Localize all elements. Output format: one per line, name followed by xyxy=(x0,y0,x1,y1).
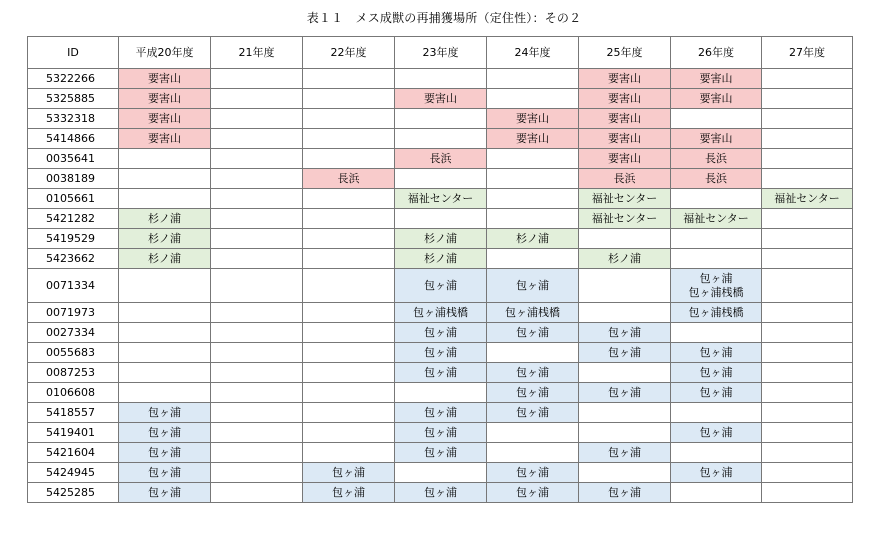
location-cell xyxy=(487,483,579,503)
location-cell xyxy=(762,69,853,89)
location-cell xyxy=(303,303,395,323)
location-cell xyxy=(487,363,579,383)
location-cell xyxy=(119,323,211,343)
location-cell xyxy=(671,483,762,503)
location-cell xyxy=(119,269,211,303)
location-cell xyxy=(579,403,671,423)
location-cell xyxy=(211,149,303,169)
location-cell xyxy=(487,209,579,229)
location-cell xyxy=(487,323,579,343)
location-cell xyxy=(671,383,762,403)
id-cell: 0038189 xyxy=(28,169,119,189)
location-cell xyxy=(762,343,853,363)
location-cell xyxy=(395,109,487,129)
location-cell xyxy=(579,323,671,343)
location-label: 包ヶ浦 xyxy=(699,425,733,439)
location-cell xyxy=(487,89,579,109)
location-cell xyxy=(762,363,853,383)
location-label: 包ヶ浦 xyxy=(699,385,733,399)
id-cell: 5425285 xyxy=(28,483,119,503)
id-cell: 5325885 xyxy=(28,89,119,109)
id-cell: 5419529 xyxy=(28,229,119,249)
location-cell xyxy=(119,343,211,363)
table-row xyxy=(28,149,853,169)
location-label: 福祉センター xyxy=(591,211,658,225)
header-cell: 21年度 xyxy=(211,37,303,69)
location-cell xyxy=(762,169,853,189)
table-row xyxy=(28,89,853,109)
location-cell xyxy=(119,443,211,463)
id-cell: 0027334 xyxy=(28,323,119,343)
location-cell xyxy=(303,403,395,423)
location-cell xyxy=(579,269,671,303)
location-cell xyxy=(487,403,579,423)
location-label: 福祉センター xyxy=(591,191,658,205)
location-label: 長浜 xyxy=(705,151,727,165)
location-label: 包ヶ浦 xyxy=(699,365,733,379)
id-cell: 5423662 xyxy=(28,249,119,269)
location-cell xyxy=(211,129,303,149)
location-label: 包ヶ浦 xyxy=(516,365,549,379)
location-cell xyxy=(762,323,853,343)
location-cell xyxy=(395,189,487,209)
location-cell xyxy=(579,483,671,503)
table-body xyxy=(28,69,853,503)
location-label: 杉ノ浦 xyxy=(424,251,457,265)
location-cell xyxy=(762,89,853,109)
location-cell xyxy=(303,149,395,169)
table-row xyxy=(28,343,853,363)
location-cell xyxy=(211,169,303,189)
location-cell xyxy=(303,423,395,443)
location-cell xyxy=(487,343,579,363)
id-cell: 0035641 xyxy=(28,149,119,169)
id-cell: 5419401 xyxy=(28,423,119,443)
location-cell xyxy=(119,109,211,129)
location-cell xyxy=(671,423,762,443)
location-label: 要害山 xyxy=(699,91,733,105)
location-cell xyxy=(487,249,579,269)
location-label: 包ヶ浦桟橋 xyxy=(688,305,744,319)
location-cell xyxy=(487,229,579,249)
table-row xyxy=(28,303,853,323)
location-cell xyxy=(671,323,762,343)
location-label: 包ヶ浦 xyxy=(332,465,365,479)
location-cell xyxy=(671,443,762,463)
location-cell xyxy=(395,209,487,229)
table-row xyxy=(28,129,853,149)
location-label: 包ヶ浦 xyxy=(148,425,181,439)
location-cell xyxy=(303,69,395,89)
location-label: 包ヶ浦 xyxy=(608,485,641,499)
location-cell xyxy=(395,463,487,483)
location-label: 杉ノ浦 xyxy=(516,231,549,245)
location-cell xyxy=(671,403,762,423)
location-cell xyxy=(487,189,579,209)
location-label: 包ヶ浦 xyxy=(424,325,457,339)
header-cell: 25年度 xyxy=(579,37,671,69)
id-cell: 5332318 xyxy=(28,109,119,129)
location-cell xyxy=(487,129,579,149)
location-label: 要害山 xyxy=(516,111,549,125)
location-cell xyxy=(211,229,303,249)
location-label: 包ヶ浦 xyxy=(608,345,641,359)
location-cell xyxy=(395,403,487,423)
location-label: 福祉センター xyxy=(683,211,749,225)
location-cell xyxy=(762,423,853,443)
table-row xyxy=(28,109,853,129)
location-cell xyxy=(303,323,395,343)
table-row xyxy=(28,209,853,229)
location-label: 包ヶ浦 xyxy=(424,345,457,359)
table-row xyxy=(28,363,853,383)
location-cell xyxy=(395,129,487,149)
table-row xyxy=(28,463,853,483)
location-cell xyxy=(303,249,395,269)
location-cell xyxy=(487,383,579,403)
table-row xyxy=(28,229,853,249)
table-row xyxy=(28,169,853,189)
location-cell xyxy=(487,269,579,303)
id-cell: 0055683 xyxy=(28,343,119,363)
location-label: 杉ノ浦 xyxy=(148,211,181,225)
location-label: 要害山 xyxy=(148,111,181,125)
location-cell xyxy=(671,463,762,483)
location-label: 包ヶ浦 xyxy=(424,485,457,499)
id-cell: 0105661 xyxy=(28,189,119,209)
location-cell xyxy=(762,129,853,149)
location-cell xyxy=(303,189,395,209)
location-cell xyxy=(303,109,395,129)
location-cell xyxy=(579,363,671,383)
location-cell xyxy=(303,483,395,503)
location-label: 包ヶ浦 xyxy=(148,445,181,459)
location-cell xyxy=(119,483,211,503)
location-cell xyxy=(579,463,671,483)
location-label: 要害山 xyxy=(608,111,641,125)
location-cell xyxy=(671,69,762,89)
location-cell xyxy=(395,303,487,323)
location-label: 包ヶ浦 xyxy=(699,271,733,285)
location-cell xyxy=(119,129,211,149)
location-cell xyxy=(671,303,762,323)
location-cell xyxy=(395,323,487,343)
location-label: 包ヶ浦 xyxy=(424,278,457,292)
location-cell xyxy=(211,383,303,403)
location-label: 要害山 xyxy=(148,91,181,105)
location-label: 包ヶ浦 xyxy=(424,445,457,459)
table-row xyxy=(28,189,853,209)
location-label: 要害山 xyxy=(148,71,181,85)
location-cell xyxy=(395,149,487,169)
id-cell: 5418557 xyxy=(28,403,119,423)
location-label: 包ヶ浦 xyxy=(608,445,641,459)
location-cell xyxy=(119,229,211,249)
location-cell xyxy=(487,69,579,89)
location-cell xyxy=(671,169,762,189)
location-cell xyxy=(119,169,211,189)
location-cell xyxy=(119,463,211,483)
location-cell xyxy=(762,303,853,323)
location-cell xyxy=(579,109,671,129)
header-cell: 26年度 xyxy=(671,37,762,69)
table-row xyxy=(28,69,853,89)
location-cell xyxy=(579,249,671,269)
location-cell xyxy=(579,229,671,249)
location-label: 福祉センター xyxy=(774,191,840,205)
location-cell xyxy=(119,89,211,109)
location-cell xyxy=(762,463,853,483)
location-label: 包ヶ浦 xyxy=(608,385,641,399)
location-cell xyxy=(395,169,487,189)
location-label: 長浜 xyxy=(429,151,452,165)
location-label: 要害山 xyxy=(608,71,641,85)
location-cell xyxy=(579,383,671,403)
location-cell xyxy=(395,229,487,249)
location-cell xyxy=(579,303,671,323)
location-cell xyxy=(671,89,762,109)
location-label: 要害山 xyxy=(148,131,181,145)
location-cell xyxy=(303,229,395,249)
location-cell xyxy=(211,303,303,323)
location-cell xyxy=(119,189,211,209)
location-cell xyxy=(303,463,395,483)
location-cell xyxy=(119,383,211,403)
id-cell: 0071973 xyxy=(28,303,119,323)
location-label: 杉ノ浦 xyxy=(608,251,641,265)
location-cell xyxy=(395,443,487,463)
location-cell xyxy=(395,483,487,503)
location-cell xyxy=(762,109,853,129)
location-cell xyxy=(395,383,487,403)
id-cell: 0071334 xyxy=(28,269,119,303)
location-cell xyxy=(119,149,211,169)
location-cell xyxy=(762,249,853,269)
header-cell: 27年度 xyxy=(762,37,853,69)
location-cell xyxy=(211,269,303,303)
location-cell xyxy=(671,229,762,249)
location-cell xyxy=(762,149,853,169)
location-label: 要害山 xyxy=(516,131,549,145)
location-label: 包ヶ浦 xyxy=(424,405,457,419)
location-cell xyxy=(211,109,303,129)
location-label: 包ヶ浦 xyxy=(424,425,457,439)
header-cell: 平成20年度 xyxy=(119,37,211,69)
location-cell xyxy=(671,149,762,169)
location-cell xyxy=(671,343,762,363)
location-cell xyxy=(579,209,671,229)
location-cell xyxy=(579,343,671,363)
location-cell xyxy=(119,249,211,269)
location-label: 包ヶ浦 xyxy=(699,465,733,479)
location-cell xyxy=(579,423,671,443)
id-cell: 5421282 xyxy=(28,209,119,229)
location-cell xyxy=(762,189,853,209)
location-cell xyxy=(487,169,579,189)
location-cell xyxy=(762,229,853,249)
id-cell: 0087253 xyxy=(28,363,119,383)
location-cell xyxy=(211,363,303,383)
location-label: 包ヶ浦桟橋 xyxy=(413,305,468,319)
location-cell xyxy=(487,423,579,443)
location-label: 要害山 xyxy=(608,151,641,165)
table-row xyxy=(28,423,853,443)
location-cell xyxy=(211,189,303,209)
location-label: 長浜 xyxy=(613,171,636,185)
location-label: 杉ノ浦 xyxy=(148,231,181,245)
location-cell xyxy=(671,209,762,229)
location-cell xyxy=(211,403,303,423)
location-cell xyxy=(303,129,395,149)
location-cell xyxy=(211,463,303,483)
location-cell xyxy=(303,363,395,383)
location-label: 要害山 xyxy=(699,131,733,145)
location-cell xyxy=(579,189,671,209)
location-cell xyxy=(211,483,303,503)
location-cell xyxy=(487,443,579,463)
id-cell: 5322266 xyxy=(28,69,119,89)
location-cell xyxy=(671,363,762,383)
id-cell: 5424945 xyxy=(28,463,119,483)
location-cell xyxy=(119,303,211,323)
location-cell xyxy=(303,269,395,303)
location-label: 包ヶ浦 xyxy=(516,325,549,339)
location-cell xyxy=(211,69,303,89)
location-cell xyxy=(671,129,762,149)
location-label: 包ヶ浦 xyxy=(148,405,181,419)
table-title: 表１１ メス成獣の再捕獲場所（定住性）：その２ xyxy=(306,11,582,25)
location-label: 要害山 xyxy=(424,91,457,105)
header-cell: ID xyxy=(28,37,119,69)
location-cell xyxy=(395,69,487,89)
location-cell xyxy=(211,343,303,363)
location-label: 包ヶ浦 xyxy=(332,485,365,499)
location-label: 包ヶ浦 xyxy=(424,365,457,379)
location-cell xyxy=(211,323,303,343)
location-label: 長浜 xyxy=(705,171,727,185)
location-label: 包ヶ浦 xyxy=(516,485,549,499)
location-cell xyxy=(762,383,853,403)
location-cell xyxy=(211,209,303,229)
location-label: 要害山 xyxy=(608,91,641,105)
location-cell xyxy=(119,423,211,443)
location-cell xyxy=(119,403,211,423)
location-cell xyxy=(487,303,579,323)
location-cell xyxy=(579,169,671,189)
location-label: 要害山 xyxy=(699,71,733,85)
location-cell xyxy=(487,149,579,169)
location-cell xyxy=(303,383,395,403)
location-cell xyxy=(211,89,303,109)
location-cell xyxy=(211,249,303,269)
location-cell xyxy=(119,209,211,229)
location-cell xyxy=(762,403,853,423)
header-cell: 22年度 xyxy=(303,37,395,69)
location-label: 包ヶ浦 xyxy=(516,405,549,419)
table-row xyxy=(28,403,853,423)
location-cell xyxy=(762,269,853,303)
location-label: 包ヶ浦 xyxy=(516,385,549,399)
location-cell xyxy=(395,89,487,109)
location-label: 長浜 xyxy=(337,171,360,185)
location-cell xyxy=(487,109,579,129)
location-cell xyxy=(762,443,853,463)
table-row xyxy=(28,249,853,269)
location-cell xyxy=(395,343,487,363)
recapture-table xyxy=(27,36,853,503)
location-cell xyxy=(303,169,395,189)
location-cell xyxy=(579,443,671,463)
location-cell xyxy=(579,89,671,109)
header-cell: 23年度 xyxy=(395,37,487,69)
location-cell xyxy=(119,69,211,89)
location-label: 包ヶ浦 xyxy=(148,485,181,499)
location-cell xyxy=(303,343,395,363)
location-cell xyxy=(395,363,487,383)
header-row xyxy=(28,37,853,69)
table-row xyxy=(28,269,853,303)
location-label: 杉ノ浦 xyxy=(424,231,457,245)
location-cell xyxy=(762,483,853,503)
id-cell: 5414866 xyxy=(28,129,119,149)
location-label: 包ヶ浦桟橋 xyxy=(505,305,560,319)
location-label: 包ヶ浦 xyxy=(516,278,549,292)
location-cell xyxy=(119,363,211,383)
table-row xyxy=(28,443,853,463)
location-cell xyxy=(395,423,487,443)
table-row xyxy=(28,483,853,503)
location-label: 包ヶ浦 xyxy=(516,465,549,479)
location-cell xyxy=(395,249,487,269)
location-label-secondary: 包ヶ浦桟橋 xyxy=(688,285,744,299)
location-cell xyxy=(211,423,303,443)
location-cell xyxy=(579,129,671,149)
location-cell xyxy=(579,149,671,169)
location-cell xyxy=(579,69,671,89)
location-cell xyxy=(211,443,303,463)
location-cell xyxy=(303,89,395,109)
location-label: 要害山 xyxy=(608,131,641,145)
location-label: 杉ノ浦 xyxy=(148,251,181,265)
header-cell: 24年度 xyxy=(487,37,579,69)
location-cell xyxy=(762,209,853,229)
location-label: 包ヶ浦 xyxy=(699,345,733,359)
location-cell xyxy=(671,189,762,209)
table-row xyxy=(28,383,853,403)
location-label: 福祉センター xyxy=(407,191,474,205)
location-cell xyxy=(303,443,395,463)
id-cell: 0106608 xyxy=(28,383,119,403)
location-label: 包ヶ浦 xyxy=(148,465,181,479)
location-cell xyxy=(671,109,762,129)
location-cell xyxy=(395,269,487,303)
location-cell xyxy=(487,463,579,483)
table-row xyxy=(28,323,853,343)
location-cell xyxy=(303,209,395,229)
id-cell: 5421604 xyxy=(28,443,119,463)
location-cell xyxy=(671,269,762,303)
location-cell xyxy=(671,249,762,269)
location-label: 包ヶ浦 xyxy=(608,325,641,339)
